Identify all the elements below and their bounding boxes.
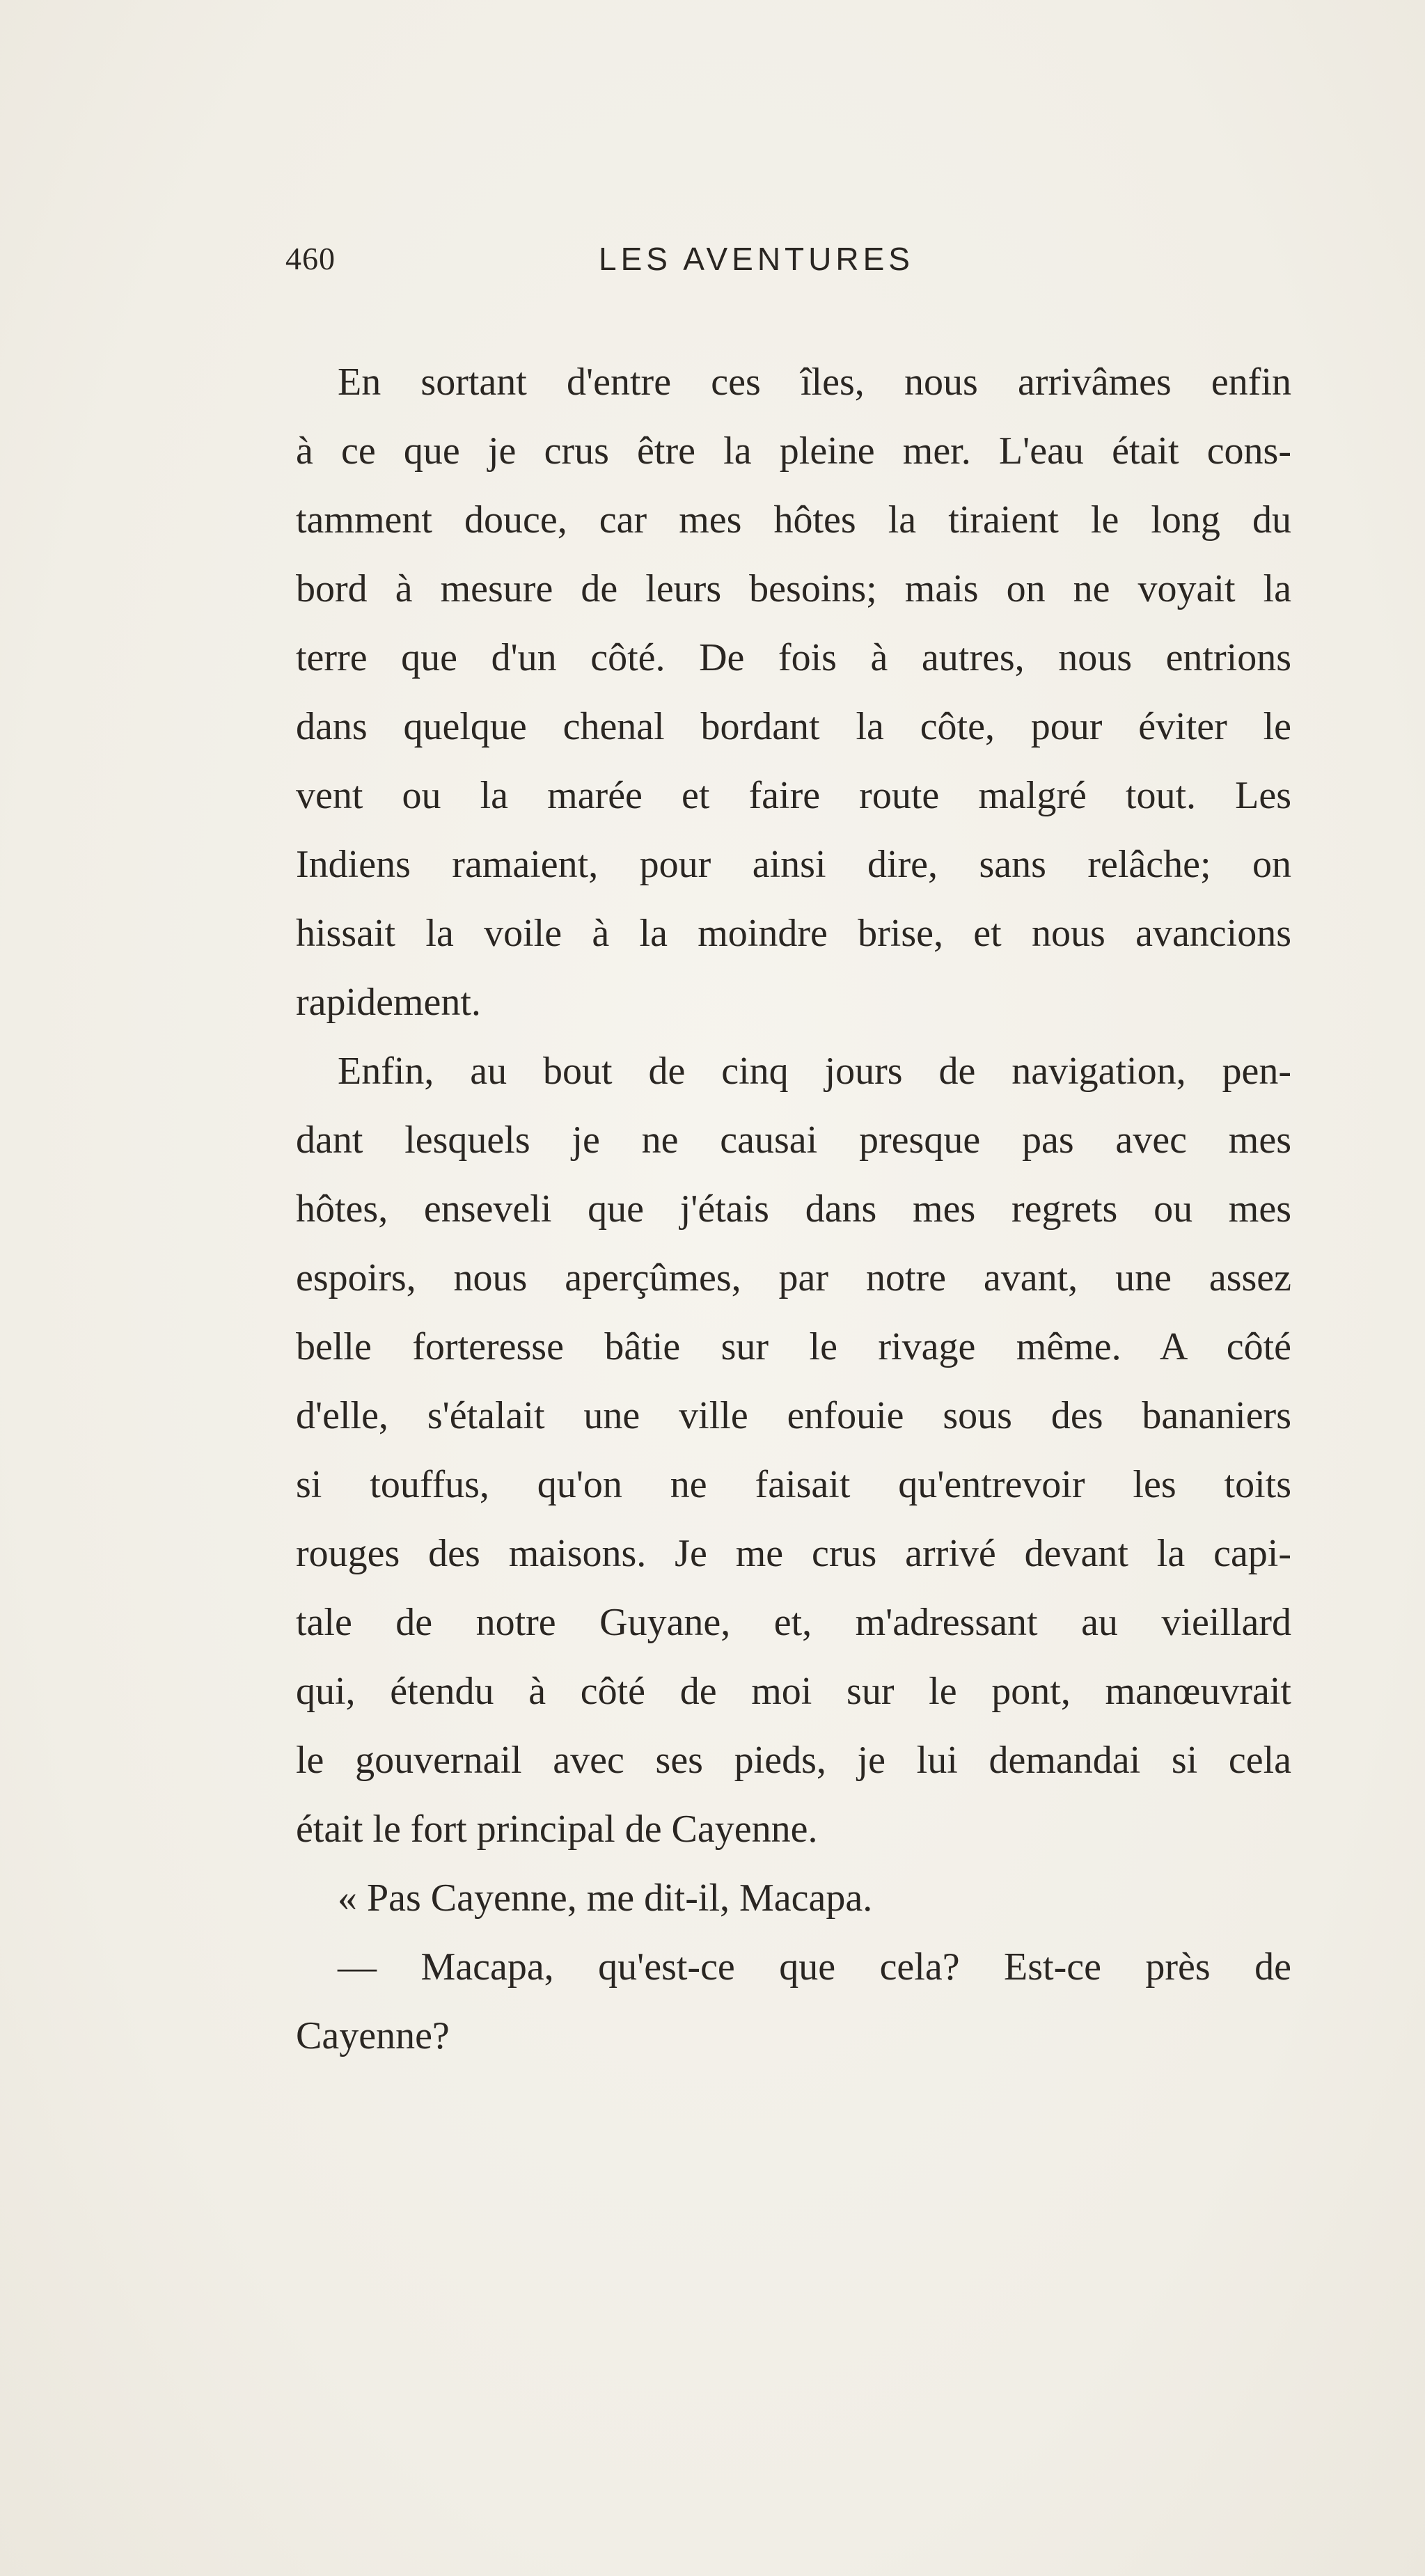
- text-line: Indiens ramaient, pour ainsi dire, sans relâche; on: [296, 843, 1291, 886]
- text-line: dant lesquels je ne causai presque pas avec mes: [296, 1119, 1291, 1162]
- text-line: Enfin, au bout de cinq jours de navigation, pen-: [338, 1050, 1291, 1093]
- text-line: belle forteresse bâtie sur le rivage même. A côté: [296, 1325, 1291, 1368]
- text-line: En sortant d'entre ces îles, nous arrivâmes enfin: [338, 361, 1291, 404]
- text-line: terre que d'un côté. De fois à autres, nous entrions: [296, 636, 1291, 679]
- text-line: le gouvernail avec ses pieds, je lui demandai si cela: [296, 1739, 1291, 1782]
- running-head: LES AVENTURES: [599, 241, 914, 277]
- text-line: était le fort principal de Cayenne.: [296, 1808, 818, 1851]
- text-line: — Macapa, qu'est-ce que cela? Est-ce près de: [338, 1945, 1291, 1989]
- text-line: vent ou la marée et faire route malgré tout. Les: [296, 774, 1291, 817]
- text-line: d'elle, s'étalait une ville enfouie sous des bananiers: [296, 1394, 1291, 1437]
- page-number: 460: [285, 241, 336, 276]
- text-line: tale de notre Guyane, et, m'adressant au vieillard: [296, 1601, 1291, 1644]
- page-header: [285, 240, 1295, 289]
- text-line: rapidement.: [296, 981, 481, 1024]
- text-line: hissait la voile à la moindre brise, et nous avancions: [296, 912, 1291, 955]
- text-line: hôtes, enseveli que j'étais dans mes regrets ou mes: [296, 1187, 1291, 1231]
- text-line: « Pas Cayenne, me dit-il, Macapa.: [338, 1876, 873, 1920]
- text-line: qui, étendu à côté de moi sur le pont, manœuvrait: [296, 1670, 1291, 1713]
- text-line: dans quelque chenal bordant la côte, pour éviter le: [296, 705, 1291, 748]
- text-line: si touffus, qu'on ne faisait qu'entrevoir les toits: [296, 1463, 1291, 1506]
- text-line: rouges des maisons. Je me crus arrivé devant la capi-: [296, 1532, 1291, 1575]
- body-text: [296, 348, 1291, 2071]
- text-line: bord à mesure de leurs besoins; mais on ne voyait la: [296, 567, 1291, 610]
- text-line: à ce que je crus être la pleine mer. L'eau était cons-: [296, 429, 1291, 473]
- text-line: espoirs, nous aperçûmes, par notre avant, une assez: [296, 1256, 1291, 1299]
- text-line: tamment douce, car mes hôtes la tiraient le long du: [296, 498, 1291, 542]
- text-line: Cayenne?: [296, 2014, 450, 2057]
